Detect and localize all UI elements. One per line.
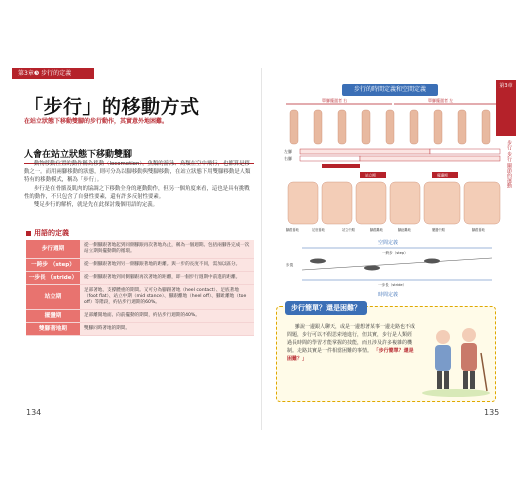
desc-cell: 從一側腳跟著地起到同側腳跟再次著地為止，稱為一個週期。包括兩腳各完成一次站立期與擺動期的循環。: [80, 240, 254, 259]
paragraph: 步行是在骨骼及肌肉的協調之下移動全身的運動動作，但另一個角度來看，這也是具有挑戰性的動作，不只包含了自發性要素，還有許多反射性要素。: [24, 185, 250, 200]
body-text: [24, 160, 254, 209]
table-row: [26, 240, 254, 259]
intro-text: 在站立狀態下移動雙腳的步行動作，其實意外地困難。: [24, 118, 169, 125]
definitions-heading: [26, 228, 69, 238]
term-cell: 擺盪期: [26, 310, 80, 323]
time-definition-label: 時間定義: [378, 292, 399, 298]
table-row: [26, 310, 254, 323]
term-cell: 步行週期: [26, 240, 80, 259]
chapter-label: 第3章❸ 步行的定義: [12, 68, 94, 79]
desc-cell: 足部著地、支撐體重的期間。又可分為腳跟著地（heel contact）、足底著地（foot flat）、站立中期（mid stance）、腳跟離地（heel off）、腳趾離地（toe off）等階段，約佔步行週期的60%。: [80, 285, 254, 310]
table-row: [26, 259, 254, 272]
paragraph: 雙足步行的解析，就是先在此探討幾個用語的定義。: [34, 202, 158, 209]
left-stance-bar: [300, 149, 430, 154]
leg-illustrations: [288, 182, 500, 224]
paragraph: 動物移動位置的動作稱為移動（locomotion），魚類的游泳、鳥類在空中飛行，也都算是移動之一。而用兩腳移動的狀態，則可分為以腳移動與雙腳移動，在站立狀態下用雙腳移動是人類特有的移動模式，稱為「步行」。: [24, 161, 251, 184]
phase-swing-label: 擺盪期: [437, 173, 448, 178]
label-right-foot: 右腳: [284, 156, 292, 161]
chapter-side-tab: 第3章: [496, 80, 516, 136]
step-width-label: 步寬: [286, 263, 294, 267]
section-heading-text: 人會在站立狀態下移動雙腳: [24, 150, 133, 160]
walker-figures: [290, 110, 490, 144]
desc-cell: 足部離開地面、向前擺動的期間，約佔步行週期的40%。: [80, 310, 254, 323]
right-swing-bar: [300, 156, 360, 161]
page-title: 「步行」的移動方式: [24, 96, 200, 118]
info-box-body: 雖說一邊跟人聊天，或是一邊想著某事一邊走路也不成問題，步行可以不假思索地進行，但其實，步行是人類經過長時間的學習才能掌握的技能，而且涉及許多複雜的機制。走路其實是一件相當困難的事情。: [287, 324, 416, 354]
desc-cell: 從一側腳跟著地到另一側腳跟著地的距離。與一步的長度不同，需加以區分。: [80, 259, 254, 272]
page-number-left: 134: [26, 408, 42, 417]
info-box-highlight: 「步行簡單？還是困難？」: [287, 348, 414, 362]
label-top-left: 單腳擺盪者 左: [428, 98, 454, 103]
info-box: [276, 306, 496, 402]
square-bullet-icon: [26, 231, 31, 236]
info-box-title: 步行簡單？還是困難？: [285, 301, 367, 315]
definitions-table: [26, 240, 254, 336]
term-cell: 雙腳著地期: [26, 323, 80, 336]
right-stance-bar: [360, 156, 500, 161]
phase-label: 腳跟著地: [472, 228, 485, 232]
table-row: [26, 323, 254, 336]
term-cell: 一跨步 （step）: [26, 259, 80, 272]
phase-label: 腳跟離地: [370, 228, 383, 232]
space-definition-label: 空間定義: [378, 240, 399, 246]
label-top-right: 單腳擺盪者 右: [322, 98, 348, 103]
chapter-side-subtitle: 步行 步行 關節的運動: [506, 140, 512, 189]
left-swing-bar: [430, 149, 500, 154]
phase-label: 足底著地: [312, 228, 325, 232]
footprint-path: [302, 258, 492, 270]
desc-cell: 雙腳同時著地的期間。: [80, 323, 254, 336]
phase-label: 腳趾離地: [398, 228, 411, 232]
phase-label: 擺盪中期: [432, 228, 445, 232]
definitions-heading-text: 用語的定義: [34, 229, 69, 237]
phase-stance-label: 站立期: [365, 173, 376, 178]
left-page: [12, 68, 262, 430]
elderly-walkers-illustration: [419, 317, 493, 397]
table-row: [26, 272, 254, 285]
stride-label: 一步長（stride）: [378, 283, 407, 287]
label-left-foot: 左腳: [284, 149, 292, 154]
table-row: [26, 285, 254, 310]
phase-label: 站立中期: [342, 228, 355, 232]
desc-cell: 從一側腳跟著地到同側腳跟再次著地的距離，即一個步行週期中前進的距離。: [80, 272, 254, 285]
phase-label: 腳跟著地: [286, 228, 299, 232]
info-box-text: [287, 323, 415, 363]
term-cell: 站立期: [26, 285, 80, 310]
term-cell: 一步長 （stride）: [26, 272, 80, 285]
double-support-bar: [322, 164, 360, 168]
step-label: 一跨步（step）: [382, 251, 408, 255]
diagram-title: 步行的時間定義和空間定義: [342, 84, 438, 96]
footprints: [310, 259, 440, 271]
page-number-right: 135: [484, 408, 500, 417]
gait-diagram: [282, 98, 504, 298]
